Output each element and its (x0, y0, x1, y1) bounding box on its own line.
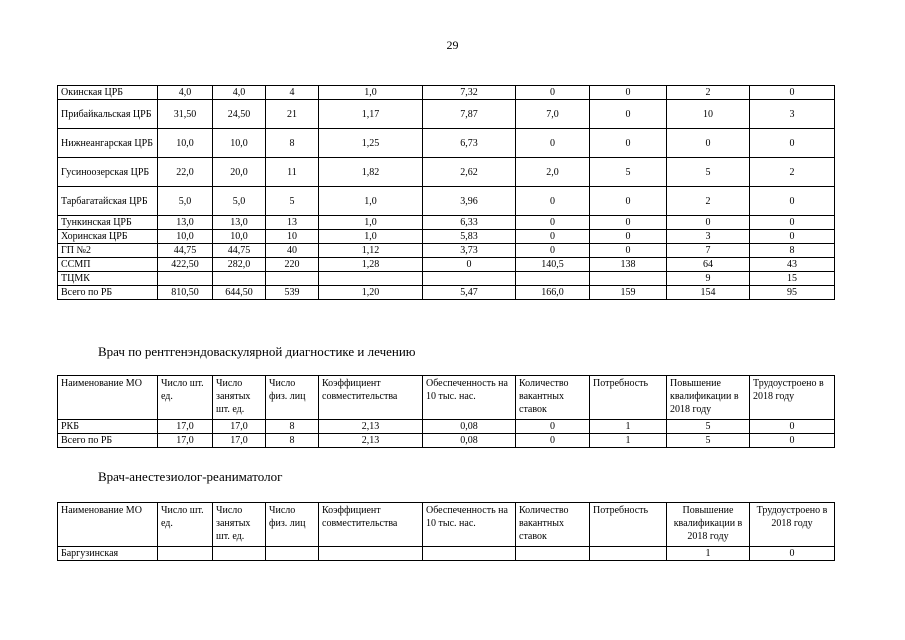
row-label-cell: ТЦМК (58, 272, 158, 286)
table-cell: 1 (590, 420, 667, 434)
table-row (58, 272, 835, 286)
table-cell: 2,0 (516, 158, 590, 187)
row-label-cell: Баргузинская (58, 547, 158, 561)
table-cell: 1,25 (319, 129, 423, 158)
table-cell: 13,0 (158, 216, 213, 230)
table-cell: 0 (590, 230, 667, 244)
table-cell: 0 (750, 434, 835, 448)
table-cell: 95 (750, 286, 835, 300)
table-cell: 3 (750, 100, 835, 129)
column-header: Обеспеченность на 10 тыс. нас. (423, 503, 516, 547)
column-header: Число шт. ед. (158, 503, 213, 547)
table-cell: 7 (667, 244, 750, 258)
table-cell: 2,13 (319, 420, 423, 434)
table-cell: 5,47 (423, 286, 516, 300)
table-cell: 539 (266, 286, 319, 300)
table-cell: 0 (750, 216, 835, 230)
column-header: Наименование МО (58, 376, 158, 420)
staff-table-body (58, 86, 835, 300)
table-cell: 9 (667, 272, 750, 286)
table-header-row (58, 503, 835, 547)
row-label-cell: Всего по РБ (58, 434, 158, 448)
table-cell: 2 (667, 187, 750, 216)
column-header: Трудоустроено в 2018 году (750, 376, 835, 420)
table-row (58, 547, 835, 561)
table-cell: 44,75 (158, 244, 213, 258)
column-header: Коэффициент совместительства (319, 503, 423, 547)
table-row (58, 100, 835, 129)
table-cell: 4,0 (213, 86, 266, 100)
column-header: Повышение квалификации в 2018 году (667, 503, 750, 547)
table-header-row (58, 376, 835, 420)
table-cell (516, 272, 590, 286)
table-cell: 3,96 (423, 187, 516, 216)
table-cell: 138 (590, 258, 667, 272)
table-cell: 5,0 (158, 187, 213, 216)
table-cell: 0 (516, 86, 590, 100)
table-row (58, 420, 835, 434)
table-cell: 5,83 (423, 230, 516, 244)
table-cell: 10,0 (158, 230, 213, 244)
column-header: Число занятых шт. ед. (213, 503, 266, 547)
table-cell (158, 547, 213, 561)
table-cell: 3 (667, 230, 750, 244)
table-cell: 5 (667, 158, 750, 187)
row-label-cell: Нижнеангарская ЦРБ (58, 129, 158, 158)
table-row (58, 187, 835, 216)
row-label-cell: Прибайкальская ЦРБ (58, 100, 158, 129)
table-cell: 15 (750, 272, 835, 286)
column-header: Потребность (590, 376, 667, 420)
column-header: Повышение квалификации в 2018 году (667, 376, 750, 420)
anesthesiology-table (57, 502, 835, 561)
table-cell: 1,20 (319, 286, 423, 300)
column-header: Обеспеченность на 10 тыс. нас. (423, 376, 516, 420)
table-cell: 0 (590, 244, 667, 258)
row-label-cell: Окинская ЦРБ (58, 86, 158, 100)
table-cell: 0 (590, 129, 667, 158)
table-cell: 282,0 (213, 258, 266, 272)
table-cell: 1 (667, 547, 750, 561)
table-cell (266, 272, 319, 286)
table-cell: 4 (266, 86, 319, 100)
anesthesiology-table-body (58, 547, 835, 561)
table-cell: 8 (266, 129, 319, 158)
page-number: 29 (446, 38, 459, 52)
table-cell: 3,73 (423, 244, 516, 258)
column-header: Количество вакантных ставок (516, 376, 590, 420)
table-cell: 154 (667, 286, 750, 300)
table-cell: 0 (516, 230, 590, 244)
table-cell: 5 (590, 158, 667, 187)
row-label-cell: Хоринская ЦРБ (58, 230, 158, 244)
table-cell: 0 (516, 216, 590, 230)
table-cell: 17,0 (158, 434, 213, 448)
xray-table-body (58, 420, 835, 448)
table-cell (266, 547, 319, 561)
column-header: Число физ. лиц (266, 503, 319, 547)
column-header: Наименование МО (58, 503, 158, 547)
section-heading-anesthesiology: Врач-анестезиолог-реаниматолог (98, 469, 283, 484)
row-label-cell: Тарбагатайская ЦРБ (58, 187, 158, 216)
table-cell: 13 (266, 216, 319, 230)
section-heading-xray: Врач по рентгенэндоваскулярной диагностике и лечению (98, 344, 416, 359)
row-label-cell: Всего по РБ (58, 286, 158, 300)
table-row (58, 286, 835, 300)
row-label-cell: ГП №2 (58, 244, 158, 258)
table-cell: 0,08 (423, 434, 516, 448)
column-header: Потребность (590, 503, 667, 547)
column-header: Число шт. ед. (158, 376, 213, 420)
table-cell: 0 (667, 129, 750, 158)
table-cell: 0 (750, 86, 835, 100)
table-cell: 0,08 (423, 420, 516, 434)
table-cell: 2,13 (319, 434, 423, 448)
table-cell: 159 (590, 286, 667, 300)
table-cell: 0 (750, 129, 835, 158)
table-cell (319, 272, 423, 286)
table-cell (158, 272, 213, 286)
row-label-cell: РКБ (58, 420, 158, 434)
table-cell: 40 (266, 244, 319, 258)
table-cell: 1 (590, 434, 667, 448)
table-cell: 7,0 (516, 100, 590, 129)
table-cell: 11 (266, 158, 319, 187)
table-row (58, 230, 835, 244)
table-cell: 10 (266, 230, 319, 244)
xray-table-header (58, 376, 835, 420)
table-cell: 0 (516, 434, 590, 448)
table-cell: 22,0 (158, 158, 213, 187)
table-cell: 810,50 (158, 286, 213, 300)
table-cell: 0 (750, 187, 835, 216)
column-header: Число занятых шт. ед. (213, 376, 266, 420)
table-row (58, 216, 835, 230)
table-cell: 4,0 (158, 86, 213, 100)
table-cell: 1,82 (319, 158, 423, 187)
staff-table-continued (57, 85, 835, 300)
table-cell: 0 (590, 216, 667, 230)
table-cell: 5 (667, 434, 750, 448)
table-cell (423, 272, 516, 286)
table-cell (516, 547, 590, 561)
table-cell: 1,17 (319, 100, 423, 129)
table-cell: 0 (750, 547, 835, 561)
table-cell: 17,0 (213, 434, 266, 448)
table-row (58, 86, 835, 100)
table-cell: 5 (266, 187, 319, 216)
table-cell: 422,50 (158, 258, 213, 272)
table-row (58, 244, 835, 258)
table-cell: 1,0 (319, 86, 423, 100)
table-cell: 17,0 (158, 420, 213, 434)
table-cell (590, 272, 667, 286)
table-cell: 5,0 (213, 187, 266, 216)
table-cell: 2 (667, 86, 750, 100)
table-cell: 17,0 (213, 420, 266, 434)
table-cell: 0 (516, 420, 590, 434)
table-cell: 644,50 (213, 286, 266, 300)
table-cell: 1,0 (319, 187, 423, 216)
table-cell: 10 (667, 100, 750, 129)
table-cell: 2,62 (423, 158, 516, 187)
row-label-cell: Тункинская ЦРБ (58, 216, 158, 230)
table-cell: 0 (750, 420, 835, 434)
table-cell: 7,87 (423, 100, 516, 129)
table-cell: 0 (516, 129, 590, 158)
table-cell: 10,0 (158, 129, 213, 158)
table-cell: 0 (423, 258, 516, 272)
column-header: Число физ. лиц (266, 376, 319, 420)
table-cell: 140,5 (516, 258, 590, 272)
table-cell: 0 (516, 244, 590, 258)
table-cell: 44,75 (213, 244, 266, 258)
table-cell: 1,0 (319, 230, 423, 244)
table-cell: 0 (590, 86, 667, 100)
table-cell (423, 547, 516, 561)
table-cell: 24,50 (213, 100, 266, 129)
table-cell: 0 (750, 230, 835, 244)
column-header: Коэффициент совместительства (319, 376, 423, 420)
table-cell: 8 (750, 244, 835, 258)
column-header: Трудоустроено в 2018 году (750, 503, 835, 547)
table-cell: 2 (750, 158, 835, 187)
table-cell: 6,33 (423, 216, 516, 230)
table-cell: 8 (266, 420, 319, 434)
column-header: Количество вакантных ставок (516, 503, 590, 547)
table-cell: 13,0 (213, 216, 266, 230)
table-cell: 166,0 (516, 286, 590, 300)
table-cell: 7,32 (423, 86, 516, 100)
table-cell: 5 (667, 420, 750, 434)
table-cell: 1,28 (319, 258, 423, 272)
table-cell: 10,0 (213, 129, 266, 158)
row-label-cell: ССМП (58, 258, 158, 272)
table-cell: 31,50 (158, 100, 213, 129)
table-row (58, 434, 835, 448)
table-cell: 0 (516, 187, 590, 216)
table-cell (213, 272, 266, 286)
table-row (58, 129, 835, 158)
table-cell (590, 547, 667, 561)
anesthesiology-table-header (58, 503, 835, 547)
table-cell (319, 547, 423, 561)
table-cell: 0 (667, 216, 750, 230)
table-cell: 8 (266, 434, 319, 448)
table-row (58, 258, 835, 272)
table-cell: 0 (590, 187, 667, 216)
xray-table (57, 375, 835, 448)
table-cell: 0 (590, 100, 667, 129)
table-cell: 1,12 (319, 244, 423, 258)
table-cell: 43 (750, 258, 835, 272)
table-cell: 1,0 (319, 216, 423, 230)
table-cell: 10,0 (213, 230, 266, 244)
table-cell: 220 (266, 258, 319, 272)
table-cell: 64 (667, 258, 750, 272)
table-cell (213, 547, 266, 561)
table-row (58, 158, 835, 187)
table-cell: 20,0 (213, 158, 266, 187)
row-label-cell: Гусиноозерская ЦРБ (58, 158, 158, 187)
table-cell: 6,73 (423, 129, 516, 158)
table-cell: 21 (266, 100, 319, 129)
